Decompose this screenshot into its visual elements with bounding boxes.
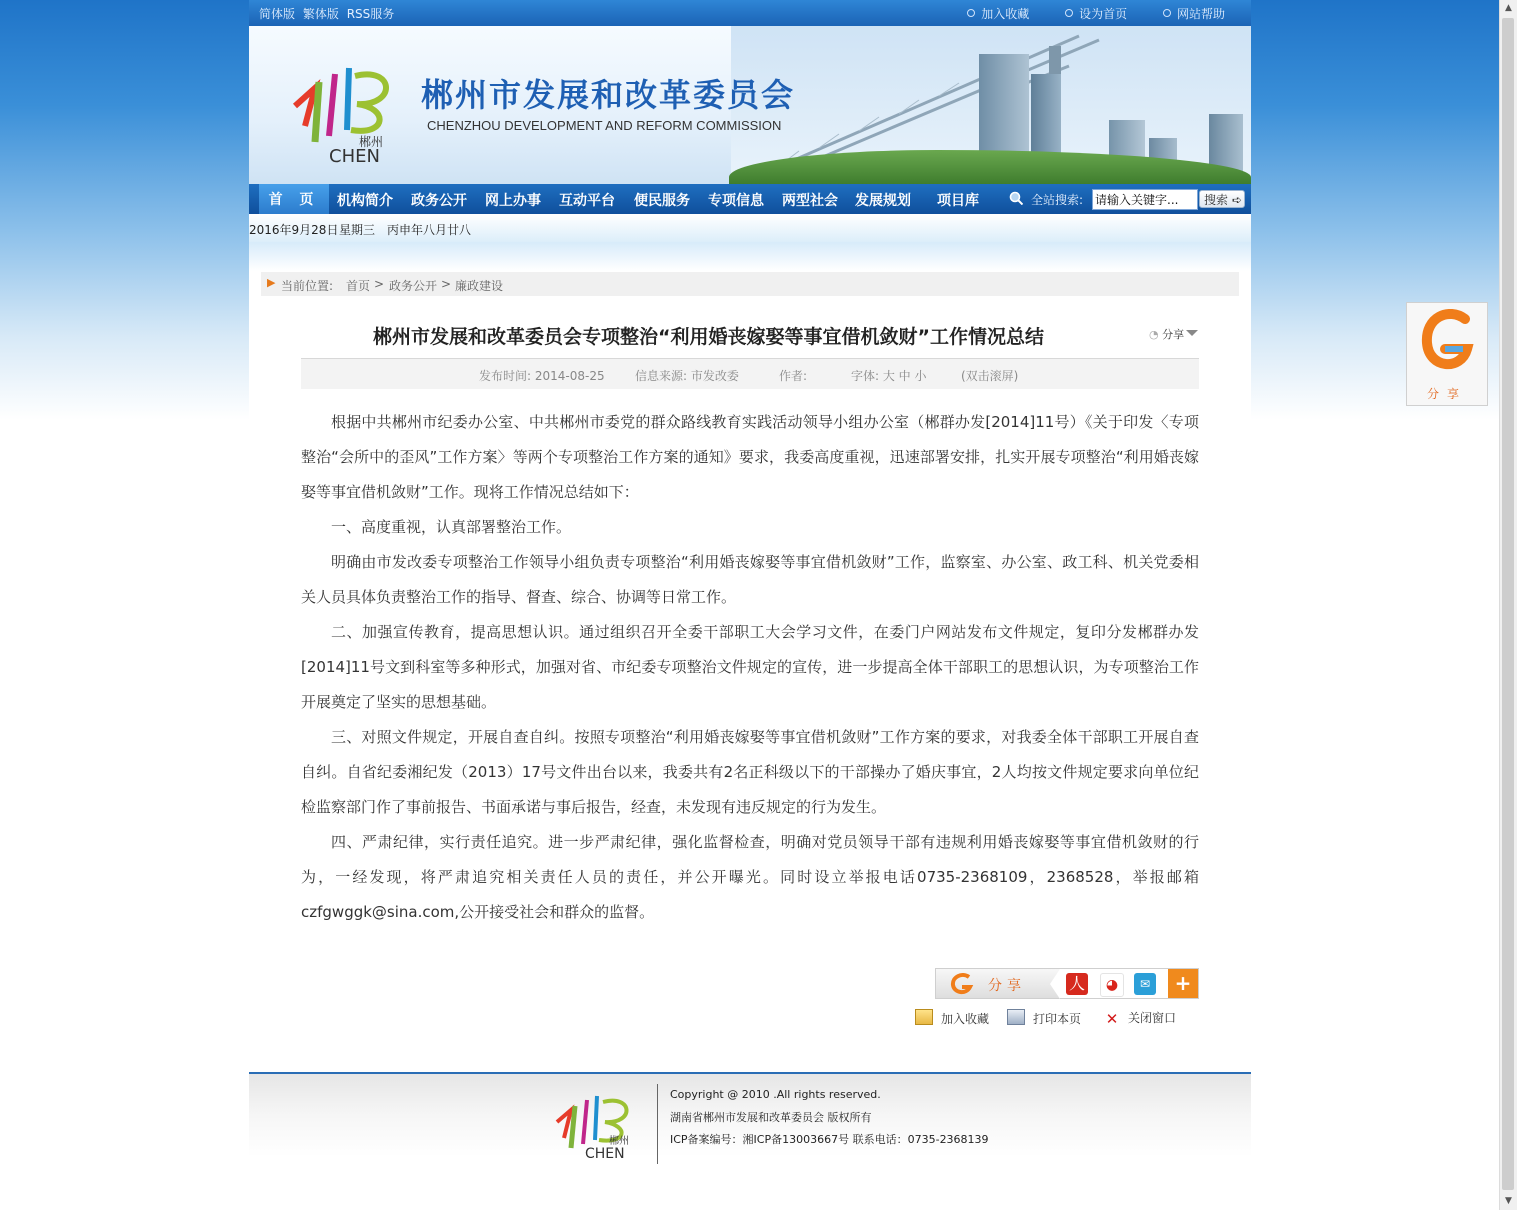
scroll-thumb[interactable]	[1502, 18, 1514, 1190]
dblclick-scroll: (双击滚屏)	[961, 369, 1019, 383]
footer-divider	[657, 1084, 658, 1164]
nav-item-special[interactable]: 专项信息	[708, 193, 764, 209]
site-logo-icon	[285, 46, 401, 164]
nav-item-online[interactable]: 网上办事	[485, 193, 541, 209]
header-fade	[249, 242, 1251, 271]
simplified-link[interactable]: 简体版	[259, 7, 296, 21]
article-meta	[301, 358, 1199, 389]
article-paragraph: 根据中共郴州市纪委办公室、中共郴州市委党的群众路线教育实践活动领导小组办公室（郴群办发[2014]11号）《关于印发〈专项整治“会所中的歪风”工作方案〉等两个专项整治工作方案的通知》要求，我委高度重视，迅速部署安排，扎实开展专项整治“利用婚丧嫁娶等事宜借机敛财”工作。现将工作情况总结如下：	[301, 413, 1199, 501]
nav-item-society[interactable]: 两型社会	[782, 193, 838, 209]
chevron-right-icon: >	[374, 277, 385, 291]
add-favorite-link[interactable]: 加入收藏	[967, 7, 1029, 21]
logo-text-cn: 郴州	[359, 135, 384, 149]
more-share-button[interactable]: +	[1168, 969, 1198, 998]
article-title: 郴州市发展和改革委员会专项整治“利用婚丧嫁娶等事宜借机敛财”工作情况总结	[373, 326, 1044, 348]
current-date: 2016年9月28日	[249, 223, 339, 237]
bullet-icon	[1065, 9, 1073, 17]
site-footer	[249, 1072, 1251, 1212]
footer-logo-text-cn: 郴州	[609, 1136, 629, 1147]
vertical-scrollbar[interactable]	[1499, 0, 1517, 1210]
share-logo-icon	[1419, 309, 1475, 375]
search-button-label: 搜索	[1204, 193, 1229, 207]
info-source: 信息来源: 市发改委	[635, 369, 739, 383]
share-pointer	[1050, 969, 1060, 999]
floating-share-label: 分享	[1426, 387, 1467, 401]
scroll-up-icon[interactable]: ▲	[1505, 3, 1512, 13]
copyright-text: Copyright @ 2010 .All rights reserved.	[670, 1088, 881, 1101]
breadcrumb-current[interactable]: 廉政建设	[455, 279, 504, 293]
nav-item-service[interactable]: 便民服务	[634, 193, 690, 209]
chevron-down-icon	[1186, 330, 1198, 336]
search-label: 全站搜索:	[1031, 193, 1084, 207]
version-links	[259, 5, 398, 22]
nav-item-planning[interactable]: 发展规划	[855, 193, 911, 209]
site-title: 郴州市发展和改革委员会	[421, 76, 796, 114]
traditional-link[interactable]: 繁体版	[302, 7, 339, 21]
top-links-bar	[249, 0, 1251, 26]
add-favorite-label: 加入收藏	[941, 1012, 990, 1026]
publish-time: 发布时间: 2014-08-25	[479, 369, 605, 383]
folder-icon	[915, 1009, 933, 1025]
nav-item-org[interactable]: 机构简介	[337, 193, 393, 209]
share-dropdown[interactable]	[1149, 326, 1198, 342]
search-input[interactable]	[1092, 189, 1198, 210]
share-icons	[1060, 969, 1168, 998]
share-bar	[935, 968, 1199, 999]
nav-item-projects[interactable]: 项目库	[937, 193, 979, 209]
chevron-right-icon: >	[441, 277, 452, 291]
owner-text: 湖南省郴州市发展和改革委员会 版权所有	[670, 1111, 872, 1124]
breadcrumb-arrow-icon: ▶	[267, 276, 276, 289]
close-icon: ✕	[1105, 1010, 1119, 1028]
bullet-icon	[1163, 9, 1171, 17]
article-paragraph: 二、加强宣传教育，提高思想认识。通过组织召开全委干部职工大会学习文件，在委门户网站发布文件规定，复印分发郴群办发[2014]11号文到科室等多种形式，加强对省、市纪委专项整治文件规定的宣传，进一步提高全体干部职工的思想认识，为专项整治工作开展奠定了坚实的思想基础。	[301, 623, 1199, 711]
page-container	[249, 0, 1251, 1210]
breadcrumb-public[interactable]: 政务公开	[389, 279, 438, 293]
main-nav	[249, 184, 1251, 214]
footer-logo-icon	[549, 1082, 645, 1162]
nav-item-public[interactable]: 政务公开	[411, 193, 467, 209]
article-paragraph: 三、对照文件规定，开展自查自纠。按照专项整治“利用婚丧嫁娶等事宜借机敛财”工作方案的要求，对我委全体干部职工开展自查自纠。自省纪委湘纪发（2013）17号文件出台以来，我委共有2名正科级以下的干部操办了婚庆事宜，2人均按文件规定要求向单位纪检监察部门作了事前报告、书面承诺与事后报告，经查，未发现有违反规定的行为发生。	[301, 728, 1199, 816]
breadcrumb-label: 当前位置:	[281, 279, 334, 293]
share-small-icon: ◔	[1149, 328, 1159, 341]
weibo-icon[interactable]: ◕	[1100, 973, 1124, 997]
set-homepage-link[interactable]: 设为首页	[1065, 7, 1127, 21]
author: 作者:	[779, 369, 808, 383]
article-body	[301, 405, 1199, 930]
icp-text: ICP备案编号：湘ICP备13003667号 联系电话：0735-2368139	[670, 1133, 989, 1146]
breadcrumb-home[interactable]: 首页	[346, 279, 371, 293]
article-paragraph: 明确由市发改委专项整治工作领导小组负责专项整治“利用婚丧嫁娶等事宜借机敛财”工作，监察室、办公室、政工科、机关党委相关人员具体负责整治工作的指导、督查、综合、协调等日常工作。	[301, 553, 1199, 606]
lunar-date: 丙申年八月廿八	[387, 223, 472, 237]
share-logo-icon	[950, 973, 974, 995]
utility-links	[935, 5, 1225, 22]
close-window-button[interactable]	[1104, 1009, 1176, 1026]
article-paragraph: 四、严肃纪律，实行责任追究。进一步严肃纪律，强化监督检查，明确对党员领导干部有违规利用婚丧嫁娶等事宜借机敛财的行为，一经发现，将严肃追究相关责任人员的责任，并公开曝光。同时设立举报电话0735-2368109，2368528，举报邮箱czfgwggk@sina.com,公开接受社会和群众的监督。	[301, 833, 1199, 921]
site-subtitle: CHENZHOU DEVELOPMENT AND REFORM COMMISSION	[427, 118, 782, 133]
logo-text-en: CHEN	[329, 146, 380, 164]
arrow-right-icon: ➪	[1231, 193, 1242, 207]
date-bar	[249, 214, 1251, 242]
nav-item-interact[interactable]: 互动平台	[559, 193, 615, 209]
rss-link[interactable]: RSS服务	[346, 7, 395, 21]
add-favorite-button[interactable]	[915, 1009, 989, 1027]
print-button[interactable]	[1007, 1009, 1081, 1027]
site-help-link[interactable]: 网站帮助	[1163, 7, 1225, 21]
footer-logo-text-en: CHEN	[585, 1146, 625, 1162]
article-paragraph: 一、高度重视，认真部署整治工作。	[331, 518, 572, 536]
floating-share-widget[interactable]	[1406, 302, 1488, 406]
share-bar-label: 分享	[988, 978, 1026, 994]
people-daily-icon[interactable]: 人	[1066, 973, 1088, 995]
search-button[interactable]	[1199, 190, 1245, 208]
close-window-label: 关闭窗口	[1128, 1011, 1177, 1025]
share-dropdown-label: 分享	[1162, 328, 1185, 341]
nav-home[interactable]: 首 页	[259, 184, 329, 214]
tencent-icon[interactable]: ✉	[1134, 973, 1156, 995]
print-label: 打印本页	[1033, 1012, 1082, 1026]
bullet-icon	[967, 9, 975, 17]
breadcrumb	[261, 272, 1239, 296]
printer-icon	[1007, 1009, 1025, 1025]
search-icon	[1009, 191, 1023, 205]
site-banner	[249, 26, 1251, 184]
scroll-down-icon[interactable]: ▼	[1505, 1196, 1512, 1206]
font-size-selector[interactable]: 字体: 大 中 小	[851, 369, 927, 383]
current-weekday: 星期三	[339, 223, 376, 237]
